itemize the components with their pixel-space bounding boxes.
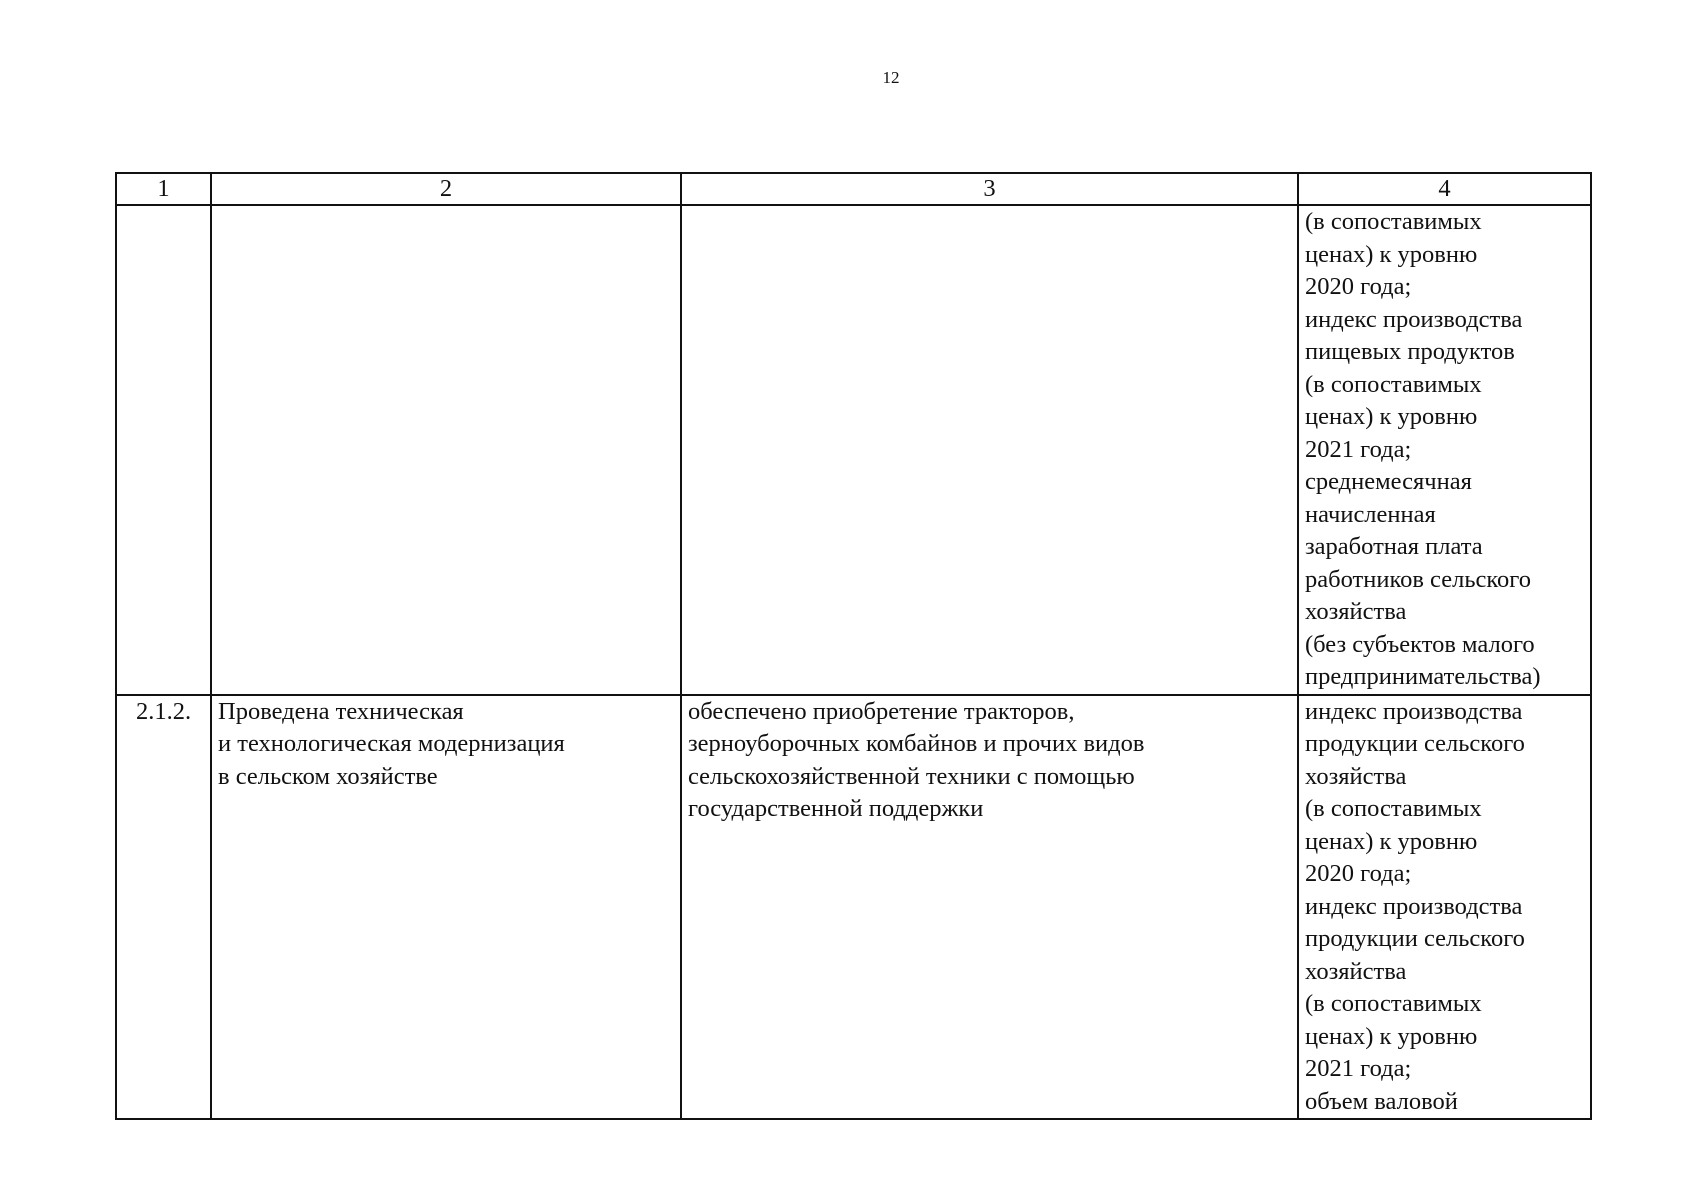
table-row [116, 205, 1591, 695]
measure-line: обеспечено приобретение тракторов, [688, 697, 1075, 725]
result-line: и технологическая модернизация [218, 730, 565, 757]
row-number-cell [116, 205, 211, 695]
result-cell [211, 205, 681, 695]
indicator-line: хозяйства [1305, 957, 1407, 985]
indicator-line: хозяйства [1305, 598, 1407, 625]
indicator-line: (без субъектов малого [1305, 630, 1535, 658]
column-header-4: 4 [1298, 173, 1591, 205]
result-line: в сельском хозяйстве [218, 762, 438, 790]
indicator-line: ценах) к уровню [1305, 1022, 1478, 1050]
table-header-row [116, 173, 1591, 205]
page-number: 12 [882, 68, 900, 87]
indicator-line: 2020 года; [1305, 273, 1412, 300]
measure-line: зерноуборочных комбайнов и прочих видов [688, 730, 1145, 757]
measure-cell [681, 695, 1298, 1120]
document-table [115, 172, 1592, 1120]
indicator-line: продукции сельского [1305, 730, 1525, 757]
indicator-line: пищевых продуктов [1305, 338, 1515, 365]
indicator-line: (в сопоставимых [1305, 208, 1482, 235]
column-header-2: 2 [211, 173, 681, 205]
indicator-line: (в сопоставимых [1305, 370, 1482, 398]
column-header-1: 1 [116, 173, 211, 205]
indicator-line: объем валовой [1305, 1087, 1458, 1115]
indicator-line: предпринимательства) [1305, 663, 1541, 690]
measure-cell [681, 205, 1298, 695]
indicator-line: индекс производства [1305, 892, 1523, 920]
indicator-line: 2020 года; [1305, 860, 1412, 887]
indicator-line: 2021 года; [1305, 435, 1412, 463]
indicator-line: заработная плата [1305, 533, 1483, 560]
indicator-line: ценах) к уровню [1305, 240, 1478, 268]
indicator-line: хозяйства [1305, 762, 1407, 790]
table-row [116, 695, 1591, 1120]
indicator-line: ценах) к уровню [1305, 403, 1478, 430]
indicator-line: продукции сельского [1305, 925, 1525, 952]
indicator-line: индекс производства [1305, 305, 1523, 333]
indicator-cell [1298, 205, 1591, 695]
indicator-line: (в сопоставимых [1305, 795, 1482, 822]
measure-line: государственной поддержки [688, 795, 984, 822]
column-header-3: 3 [681, 173, 1298, 205]
indicator-line: работников сельского [1305, 565, 1531, 593]
measure-line: сельскохозяйственной техники с помощью [688, 762, 1135, 790]
indicator-line: индекс производства [1305, 697, 1523, 725]
result-line: Проведена техническая [218, 697, 464, 725]
indicator-line: (в сопоставимых [1305, 990, 1482, 1017]
indicator-line: среднемесячная [1305, 468, 1472, 495]
row-number-cell: 2.1.2. [116, 695, 211, 1120]
indicator-cell [1298, 695, 1591, 1120]
indicator-line: 2021 года; [1305, 1055, 1412, 1082]
result-cell [211, 695, 681, 1120]
indicator-line: начисленная [1305, 500, 1436, 528]
indicator-line: ценах) к уровню [1305, 827, 1478, 855]
